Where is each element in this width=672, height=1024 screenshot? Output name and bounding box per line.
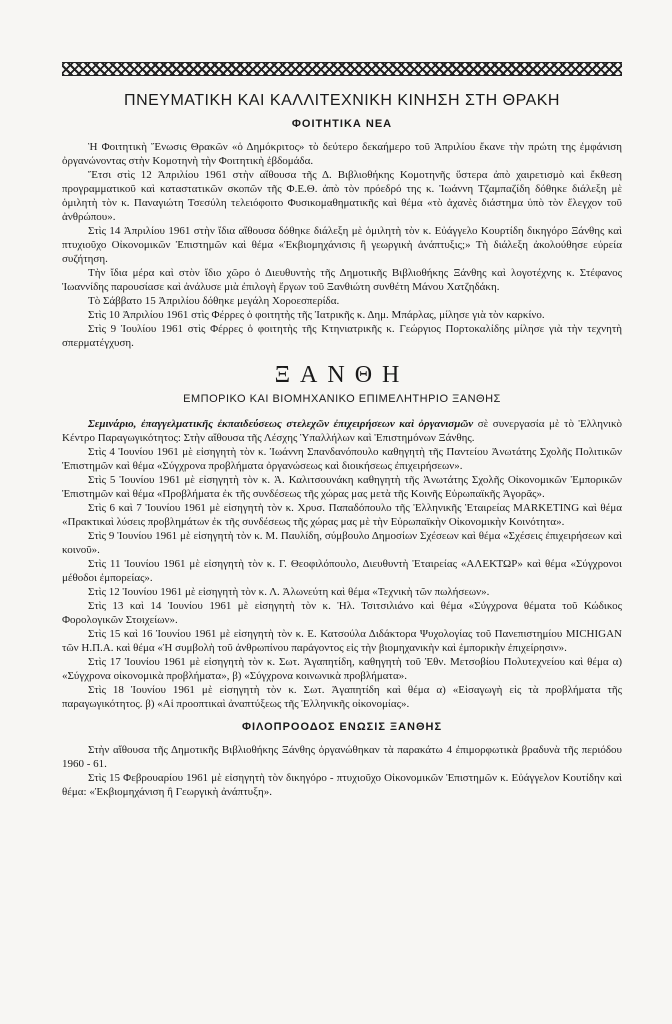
document-page	[62, 62, 622, 799]
paragraph: Στὶς 11 Ἰουνίου 1961 μὲ εἰσηγητὴ τὸν κ. Γ. Θεοφιλόπουλο, Διευθυντὴ Ἑταιρείας «ΑΛΕΚΤΩΡ» καὶ θέμα «Σύγχρονοι μέθοδοι ἐμπορείας».	[62, 558, 622, 584]
paragraph: Τὴν ἴδια μέρα καὶ στὸν ἴδιο χῶρο ὁ Διευθυντὴς τῆς Δημοτικῆς Βιβλιοθήκης Ξάνθης καὶ λογοτέχνης κ. Στέφανος Ἰωαννίδης παρουσίασε καὶ ἀνάλυσε μιὰ ἐπιλογὴ ἔργων τοῦ Ξανθιώτη συνθέτη Μάνου Χατζηδάκη.	[62, 267, 622, 293]
paragraph: Στὶς 12 Ἰουνίου 1961 μὲ εἰσηγητὴ τὸν κ. Λ. Ἀλωνεύτη καὶ θέμα «Τεχνικὴ τῶν πωλήσεων».	[88, 586, 490, 598]
section-heading-student-news: ΦΟΙΤΗΤΙΚΑ ΝΕΑ	[291, 118, 393, 130]
lead-paragraph	[62, 417, 622, 445]
lead-emphasis: Σεμινάριο, ἐπαγγελματικῆς ἐκπαιδεύσεως στελεχῶν ἐπιχειρήσεων καὶ ὀργανισμῶν	[88, 418, 474, 430]
page-title: ΠΝΕΥΜΑΤΙΚΗ ΚΑΙ ΚΑΛΛΙΤΕΧΝΙΚΗ ΚΙΝΗΣΗ ΣΤΗ ΘΡΑΚΗ	[124, 92, 560, 109]
paragraph: Στὶς 9 Ἰουλίου 1961 στὶς Φέρρες ὁ φοιτητὴς τῆς Κτηνιατρικῆς κ. Γεώργιος Πορτοκαλίδης μίλησε γιὰ τὴν τεχνητὴ σπερματέγχυση.	[62, 323, 622, 349]
section-subtitle-chamber: ΕΜΠΟΡΙΚΟ ΚΑΙ ΒΙΟΜΗΧΑΝΙΚΟ ΕΠΙΜΕΛΗΤΗΡΙΟ ΞΑΝΘΗΣ	[183, 393, 501, 405]
paragraph: Στὶς 4 Ἰουνίου 1961 μὲ εἰσηγητὴ τὸν κ. Ἰωάννη Σπανδανόπουλο καθηγητὴ τῆς Παντείου Ἀνωτάτης Σχολῆς Πολιτικῶν Ἐπιστημῶν καὶ θέμα «Σύγχρονα προβλήματα ὀργανώσεως καὶ διοικήσεως ἐπιχειρήσεων».	[62, 446, 622, 472]
paragraph: Στὶς 15 Φεβρουαρίου 1961 μὲ εἰσηγητὴ τὸν δικηγόρο - πτυχιοῦχο Οἰκονομικῶν Ἐπιστημῶν κ. Εὐάγγελον Κουτίδην καὶ θέμα: «Ἐκβιομηχάνιση ἢ Γεωργικὴ ἀνάπτυξη».	[62, 772, 622, 798]
section-chamber	[62, 417, 622, 711]
lead-text: σὲ συνεργασία μὲ τὸ Ἑλληνικὸ Κέντρο Παραγωγικότητος: Στὴν αἴθουσα τῆς Λέσχης Ὑπαλλήλων καὶ Ἐπιστημόνων Ξάνθης.	[62, 418, 623, 444]
section-student-news	[62, 140, 622, 350]
section-title-xanthi: ΞΑΝΘΗ	[274, 362, 410, 388]
paragraph: Στὶς 18 Ἰουνίου 1961 μὲ εἰσηγητὴ τὸν κ. Σωτ. Ἀγαπητίδη καὶ θέμα α) «Εἰσαγωγὴ εἰς τὰ προβλήματα τῆς παραγωγικότητος. β) «Αἱ προοπτικαὶ ἀναπτύξεως τῆς Ἑλληνικῆς οἰκονομίας».	[62, 684, 622, 710]
paragraph: Ἔτσι στὶς 12 Ἀπριλίου 1961 στὴν αἴθουσα τῆς Δ. Βιβλιοθήκης Κομοτηνῆς ὕστερα ἀπὸ χαιρετισμὸ καὶ ἔκθεση προγραμματικοῦ καὶ καταστατικῶν σκοπῶν τῆς Φ.Ε.Θ. ἀπὸ τὸν πρόεδρό της κ. Ἰωάννη Τζαμπαζίδη δόθηκε διάλεξη μὲ ὁμιλητὴ τὸν κ. Παναγιώτη Τσεσύλη τελειόφοιτο Φυσικομαθηματικῆς καὶ θέμα «τὸ ἀχανὲς διάστημα ὑπὸ τὸν ἔλεγχον τοῦ ἀνθρώπου».	[62, 169, 622, 223]
paragraph: Ἡ Φοιτητικὴ Ἕνωσις Θρακῶν «ὁ Δημόκριτος» τὸ δεύτερο δεκαήμερο τοῦ Ἀπριλίου ἔκανε τὴν πρώτη της ἐμφάνιση ὀργανώνοντας στὴν Κομοτηνὴ τὴν Φοιτητικὴ ἑβδομάδα.	[62, 141, 622, 167]
section-heading-progressive-union: ΦΙΛΟΠΡΟΟΔΟΣ ΕΝΩΣΙΣ ΞΑΝΘΗΣ	[241, 721, 443, 733]
decorative-border	[62, 62, 622, 76]
paragraph: Στὶς 17 Ἰουνίου 1961 μὲ εἰσηγητὴ τὸν κ. Σωτ. Ἀγαπητίδη, καθηγητὴ τοῦ Ἐθν. Μετσοβίου Πολυτεχνείου καὶ θέμα α) «Σύγχρονα οἰκονομικὰ προβλήματα», β) «Σύγχρονα κοινωνικὰ προβλήματα».	[62, 656, 622, 682]
section-progressive-union	[62, 743, 622, 799]
paragraph: Στὶς 5 Ἰουνίου 1961 μὲ εἰσηγητὴ τὸν κ. Ἀ. Καλιτσουνάκη καθηγητὴ τῆς Ἀνωτάτης Σχολῆς Οἰκονομικῶν Ἐμπορικῶν Ἐπιστημῶν καὶ θέμα «Προβλήματα ἐκ τῆς συνδέσεως τῆς χώρας μας μετὰ τῆς Κοινῆς Εὐρωπαϊκῆς Ἀγορᾶς».	[62, 474, 622, 500]
paragraph: Στὶς 9 Ἰουνίου 1961 μὲ εἰσηγητὴ τὸν κ. Μ. Παυλίδη, σύμβουλο Δημοσίων Σχέσεων καὶ θέμα «Σχέσεις ἐπιχειρήσεων καὶ κοινοῦ».	[62, 530, 622, 556]
paragraph: Στὶς 14 Ἀπριλίου 1961 στὴν ἴδια αἴθουσα δόθηκε διάλεξη μὲ ὁμιλητὴ τὸν κ. Εὐάγγελο Κουρτίδη δικηγόρο Ξάνθης καὶ πτυχιοῦχο Οἰκονομικῶν Ἐπιστημῶν καὶ θέμα «Ἐκβιομηχάνισις ἢ γεωργικὴ ἀνάπτυξις;» Τὴ διάλεξη ἀκολούθησε εὐρεία συζήτηση.	[62, 225, 622, 265]
paragraph: Στὶς 15 καὶ 16 Ἰουνίου 1961 μὲ εἰσηγητὴ τὸν κ. Ε. Κατσούλα Διδάκτορα Ψυχολογίας τοῦ Πανεπιστημίου MICHIGAN τῶν Η.Π.Α. καὶ θέμα «Ἡ συμβολὴ τοῦ ἀνθρωπίνου παράγοντος εἰς τὴν βιομηχανικὴν καὶ ἐμπορικὴν ἐπιχείρησιν».	[62, 628, 622, 654]
paragraph: Στὴν αἴθουσα τῆς Δημοτικῆς Βιβλιοθήκης Ξάνθης ὀργανώθηκαν τὰ παρακάτω 4 ἐπιμορφωτικὰ βραδυνὰ τῆς περιόδου 1960 - 61.	[62, 744, 622, 770]
paragraph: Τὸ Σάββατο 15 Ἀπριλίου δόθηκε μεγάλη Χοροεσπερίδα.	[88, 295, 340, 307]
paragraph: Στὶς 6 καὶ 7 Ἰουνίου 1961 μὲ εἰσηγητὴ τὸν κ. Χρυσ. Παπαδόπουλο τῆς Ἑλληνικῆς Ἑταιρείας MARKETING καὶ θέμα «Πρακτικαὶ λύσεις προβλημάτων ἐκ τῆς συνδέσεως τῆς χώρας μας μὲ τὴν Εὐρωπαϊκὴν Οἰκονομικὴν Κοινότητα».	[62, 502, 622, 528]
paragraph: Στὶς 13 καὶ 14 Ἰουνίου 1961 μὲ εἰσηγητὴ τὸν κ. Ἠλ. Τσιτσιλιάνο καὶ θέμα «Σύγχρονα θέματα τοῦ Κώδικος Φορολογικῶν Στοιχείων».	[62, 600, 622, 626]
paragraph: Στὶς 10 Ἀπριλίου 1961 στὶς Φέρρες ὁ φοιτητὴς τῆς Ἰατρικῆς κ. Δημ. Μπάρλας, μίλησε γιὰ τὸν καρκίνο.	[88, 309, 545, 321]
